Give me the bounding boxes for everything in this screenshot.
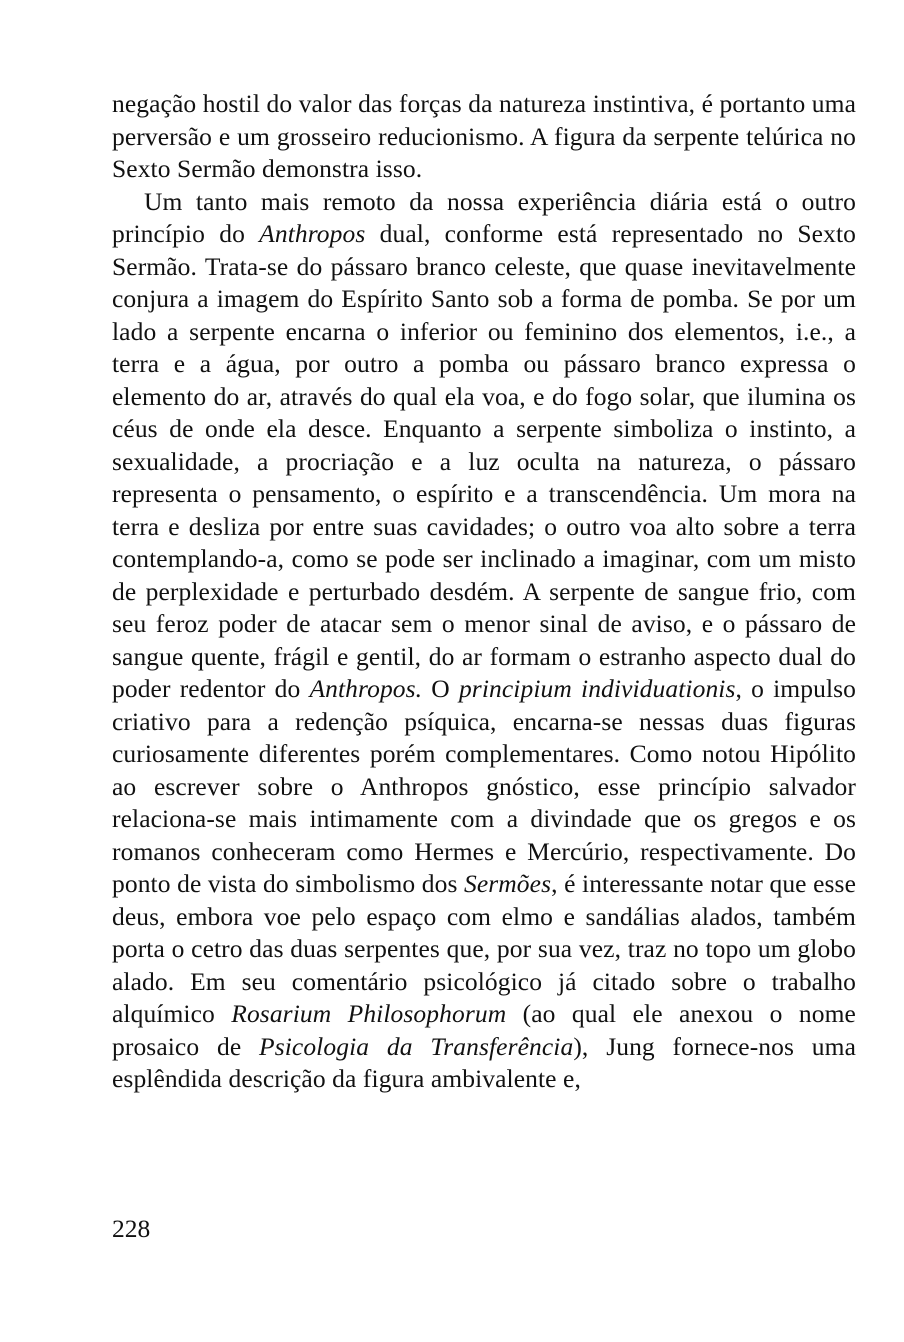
text-segment: , o impulso criativo para a redenção psíquica, encarna-se nessas duas figuras curiosamente diferentes porém complementares. Como notou Hipólito ao escrever sobre o Anthropos gnóstico, esse princípio salvador relaciona-se mais intimamente com a divindade que os gregos e os romanos conheceram como Hermes e Mercúrio, respectivamente. Do ponto de vista do simbolismo dos	[112, 674, 857, 898]
text-segment: negação hostil do valor das forças da natureza instintiva, é portanto uma perversão e um grosseiro reducionismo. A figura da serpente telúrica no Sexto Sermão demonstra isso.	[112, 89, 856, 183]
body-text	[112, 88, 856, 1096]
italic-text-segment: principium individuationis	[458, 674, 736, 703]
text-segment: ), Jung fornece-nos uma esplêndida descrição da figura ambivalente e,	[112, 1031, 856, 1093]
paragraph-main	[112, 186, 856, 1096]
text-segment: dual, conforme está representado no Sexto Sermão. Trata-se do pássaro branco celeste, que quase inevitavelmente conjura a imagem do Espírito Santo sob a forma de pomba. Se por um lado a serpente encarna o inferior ou feminino dos elementos, i.e., a terra e a água, por outro a pomba ou pássaro branco expressa o elemento do ar, através do qual ela voa, e do fogo solar, que ilumina os céus de onde ela desce. Enquanto a serpente simboliza o instinto, a sexualidade, a procriação e a luz oculta na natureza, o pássaro representa o pensamento, o espírito e a transcendência. Um mora na terra e desliza por entre suas cavidades; o outro voa alto sobre a terra contemplando-a, como se pode ser inclinado a imaginar, com um misto de perplexidade e perturbado desdém. A serpente de sangue frio, com seu feroz poder de atacar sem o menor sinal de aviso, e o pássaro de sangue quente, frágil e gentil, do ar formam o estranho aspecto dual do poder redentor do	[112, 219, 856, 703]
italic-text-segment: Sermões	[464, 869, 552, 898]
text-segment: , é interessante notar que esse deus, embora voe pelo espaço com elmo e sandálias alados, também porta o cetro das duas serpentes que, por sua vez, traz no topo um globo alado. Em seu comentário psicológico já citado sobre o trabalho alquímico	[112, 869, 856, 1028]
page-number: 228	[112, 1214, 151, 1243]
text-segment: Um tanto mais remoto da nossa experiência diária está o outro princípio do	[112, 186, 856, 248]
italic-text-segment: Anthropos.	[309, 674, 423, 703]
text-segment: O	[422, 674, 459, 703]
paragraph-continuation	[112, 88, 856, 186]
italic-text-segment: Rosarium Philosophorum	[231, 999, 507, 1028]
italic-text-segment: Anthropos	[259, 219, 366, 248]
italic-text-segment: Psicologia da Transferência	[259, 1031, 574, 1061]
text-segment: (ao qual ele anexou o nome prosaico de	[112, 999, 856, 1061]
